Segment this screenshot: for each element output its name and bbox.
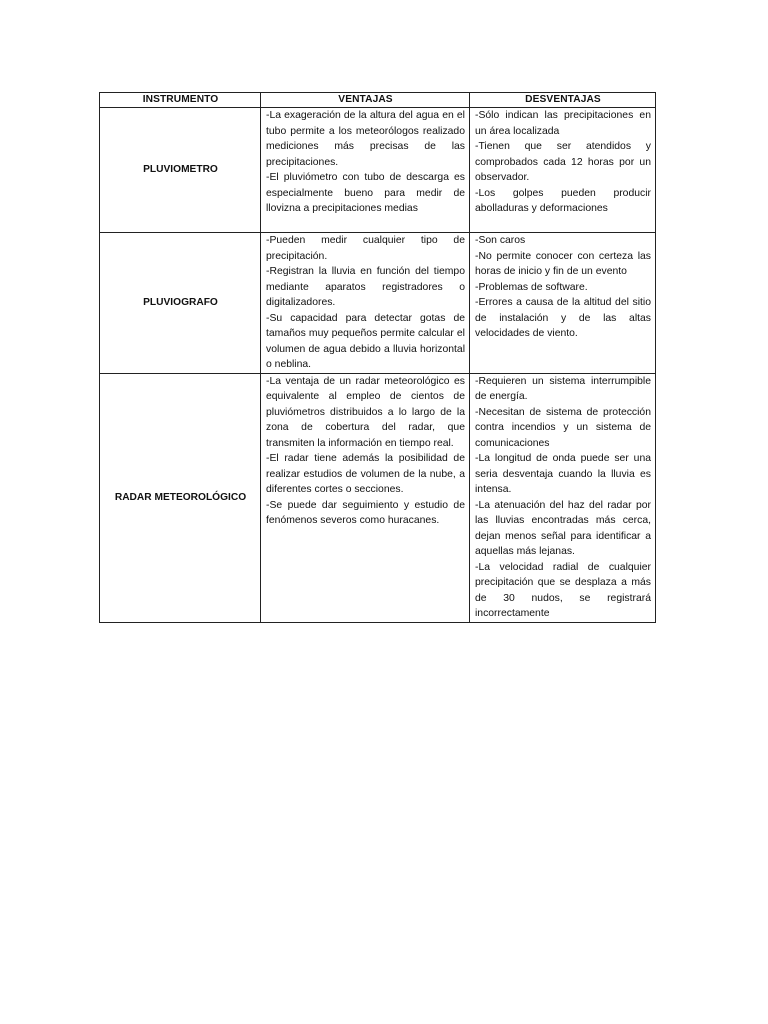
header-row [100,93,656,108]
disadvantage-item: -Son caros [475,235,526,246]
disadvantage-item: -La longitud de onda puede ser una seria desventaja cuando la lluvia es intensa. [475,453,651,495]
disadvantages-cell [470,108,656,233]
advantage-item: -La exageración de la altura del agua en el tubo permite a los meteorólogos realizado mediciones más precisas de las precipitaciones. [266,110,465,168]
table-row [100,108,656,233]
disadvantage-item: -Requieren un sistema interrumpible de energía. [475,375,651,402]
advantages-cell [261,108,470,233]
instrument-name: PLUVIOGRAFO [100,233,261,374]
disadvantage-item: -No permite conocer con certeza las horas de inicio y fin de un evento [475,250,651,277]
comparison-table [99,92,656,623]
instrument-name: PLUVIOMETRO [100,108,261,233]
header-disadvantages: DESVENTAJAS [470,93,656,108]
disadvantage-item: -Necesitan de sistema de protección contra incendios y un sistema de comunicaciones [475,406,651,449]
instrument-name: RADAR METEOROLÓGICO [100,373,261,622]
advantages-cell [261,373,470,622]
disadvantage-item: -Tienen que ser atendidos y comprobados cada 12 horas por un observador. [475,141,651,183]
header-advantages: VENTAJAS [261,93,470,108]
disadvantages-cell [470,233,656,374]
table-row [100,233,656,374]
advantage-item: -Se puede dar seguimiento y estudio de fenómenos severos como huracanes. [266,499,465,526]
table-row [100,373,656,622]
disadvantage-item: -Los golpes pueden producir abolladuras y deformaciones [475,187,651,214]
disadvantages-cell [470,373,656,622]
header-instrument: INSTRUMENTO [100,93,261,108]
advantages-cell [261,233,470,374]
advantage-item: -El pluviómetro con tubo de descarga es especialmente bueno para medir de llovizna a precipitaciones medias [266,172,465,214]
disadvantage-item: -La velocidad radial de cualquier precipitación que se desplaza a más de 30 nudos, se registrará incorrectamente [475,561,651,619]
advantage-item: -Registran la lluvia en función del tiempo mediante aparatos registradores o digitalizadores. [266,266,465,308]
advantage-item: -La ventaja de un radar meteorológico es equivalente al empleo de cientos de pluviómetros distribuidos a lo largo de la zona de cobertura del radar, que transmiten la información en tiempo real. [266,375,465,449]
disadvantage-item: -Errores a causa de la altitud del sitio de instalación y de las altas velocidades de viento. [475,297,651,339]
advantage-item: -El radar tiene además la posibilidad de realizar estudios de volumen de la nube, a diferentes cortes o secciones. [266,453,465,495]
advantage-item: -Su capacidad para detectar gotas de tamaños muy pequeños permite calcular el volumen de agua debido a lluvia horizontal o neblina. [266,312,465,370]
disadvantage-item: -Problemas de software. [475,281,588,293]
disadvantage-item: -Sólo indican las precipitaciones en un área localizada [475,110,651,137]
advantage-item: -Pueden medir cualquier tipo de precipitación. [266,235,465,262]
disadvantage-item: -La atenuación del haz del radar por las lluvias encontradas más cerca, dejan menos señal para identificar a aquellas más lejanas. [475,499,651,557]
